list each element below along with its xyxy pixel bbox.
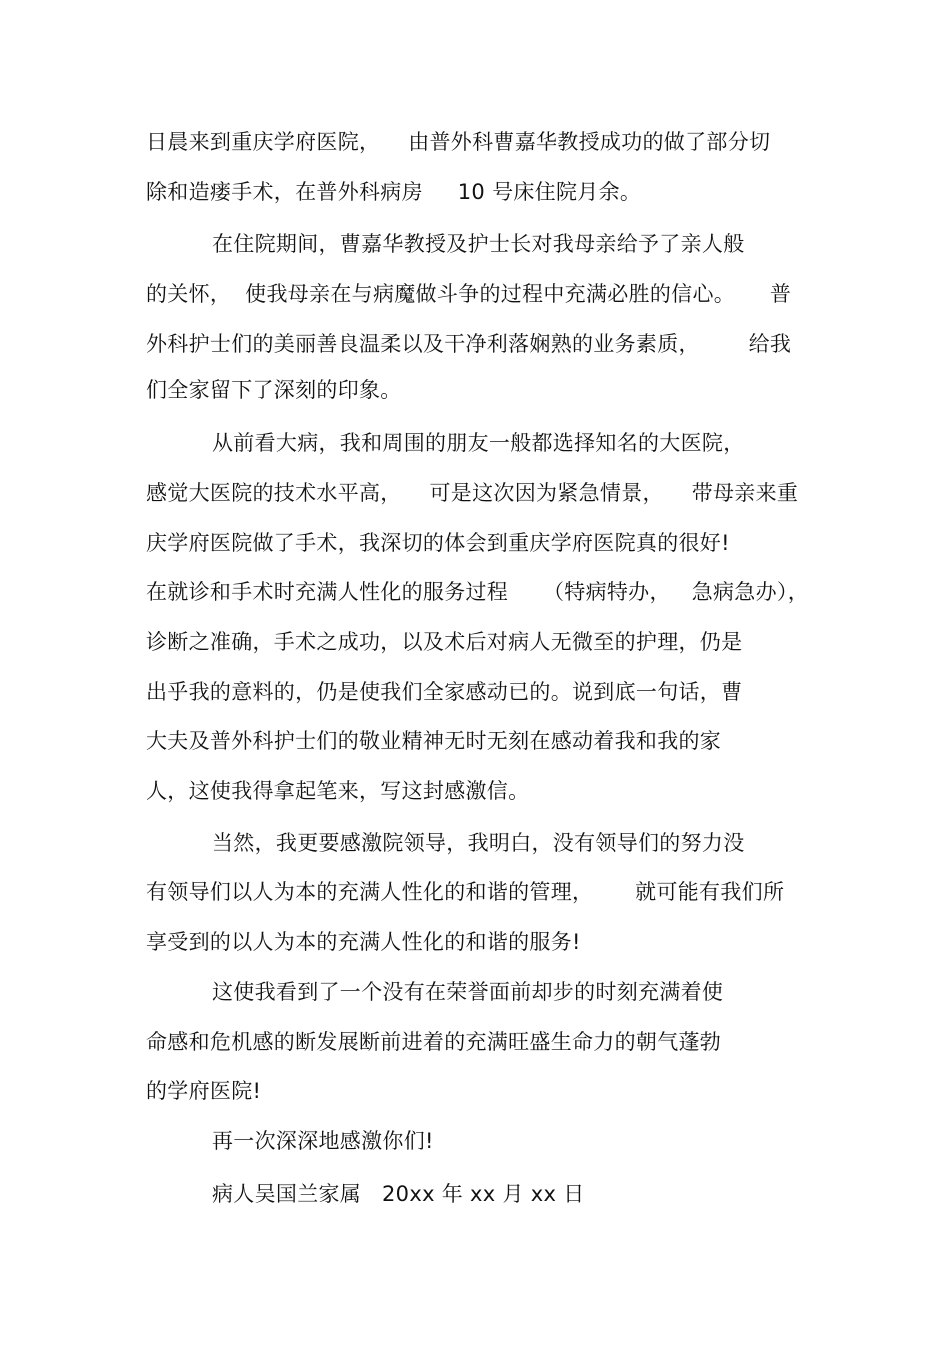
- closing-line: 再一次深深地感激你们!: [212, 1129, 434, 1153]
- letter-line: 人，这使我得拿起笔来，写这封感激信。: [146, 779, 530, 803]
- letter-line: 大夫及普外科护士们的敬业精神无时无刻在感动着我和我的家: [146, 729, 722, 753]
- letter-line: 庆学府医院做了手术，我深切的体会到重庆学府医院真的很好!: [146, 531, 730, 555]
- letter-line: 的学府医院!: [146, 1079, 262, 1103]
- letter-line: 命感和危机感的断发展断前进着的充满旺盛生命力的朝气蓬勃: [146, 1030, 722, 1054]
- letter-line: 的关怀， 使我母亲在与病魔做斗争的过程中充满必胜的信心。 普: [146, 282, 792, 306]
- letter-line: 享受到的以人为本的充满人性化的和谐的服务!: [146, 930, 581, 954]
- paragraph-start-line: 当然，我更要感激院领导，我明白，没有领导们的努力没: [212, 831, 745, 855]
- letter-line: 诊断之准确，手术之成功，以及术后对病人无微至的护理，仍是: [146, 630, 743, 654]
- letter-line: 出乎我的意料的，仍是使我们全家感动已的。说到底一句话，曹: [146, 680, 743, 704]
- letter-line: 除和造瘘手术，在普外科病房 10 号床住院月余。: [146, 180, 642, 204]
- paragraph-start-line: 从前看大病，我和周围的朋友一般都选择知名的大医院，: [212, 431, 745, 455]
- letter-line: 有领导们以人为本的充满人性化的和谐的管理， 就可能有我们所: [146, 880, 785, 904]
- letter-line: 日晨来到重庆学府医院， 由普外科曹嘉华教授成功的做了部分切: [146, 130, 771, 154]
- letter-line: 感觉大医院的技术水平高， 可是这次因为紧急情景， 带母亲来重: [146, 481, 799, 505]
- letter-line: 外科护士们的美丽善良温柔以及干净利落娴熟的业务素质， 给我: [146, 332, 792, 356]
- signature-date-line: 病人吴国兰家属 20xx 年 xx 月 xx 日: [212, 1182, 585, 1206]
- paragraph-start-line: 这使我看到了一个没有在荣誉面前却步的时刻充满着使: [212, 980, 724, 1004]
- letter-line: 在就诊和手术时充满人性化的服务过程 （特病特办， 急病急办），: [146, 580, 809, 604]
- letter-line: 们全家留下了深刻的印象。: [146, 378, 402, 402]
- paragraph-start-line: 在住院期间，曹嘉华教授及护士长对我母亲给予了亲人般: [212, 232, 745, 256]
